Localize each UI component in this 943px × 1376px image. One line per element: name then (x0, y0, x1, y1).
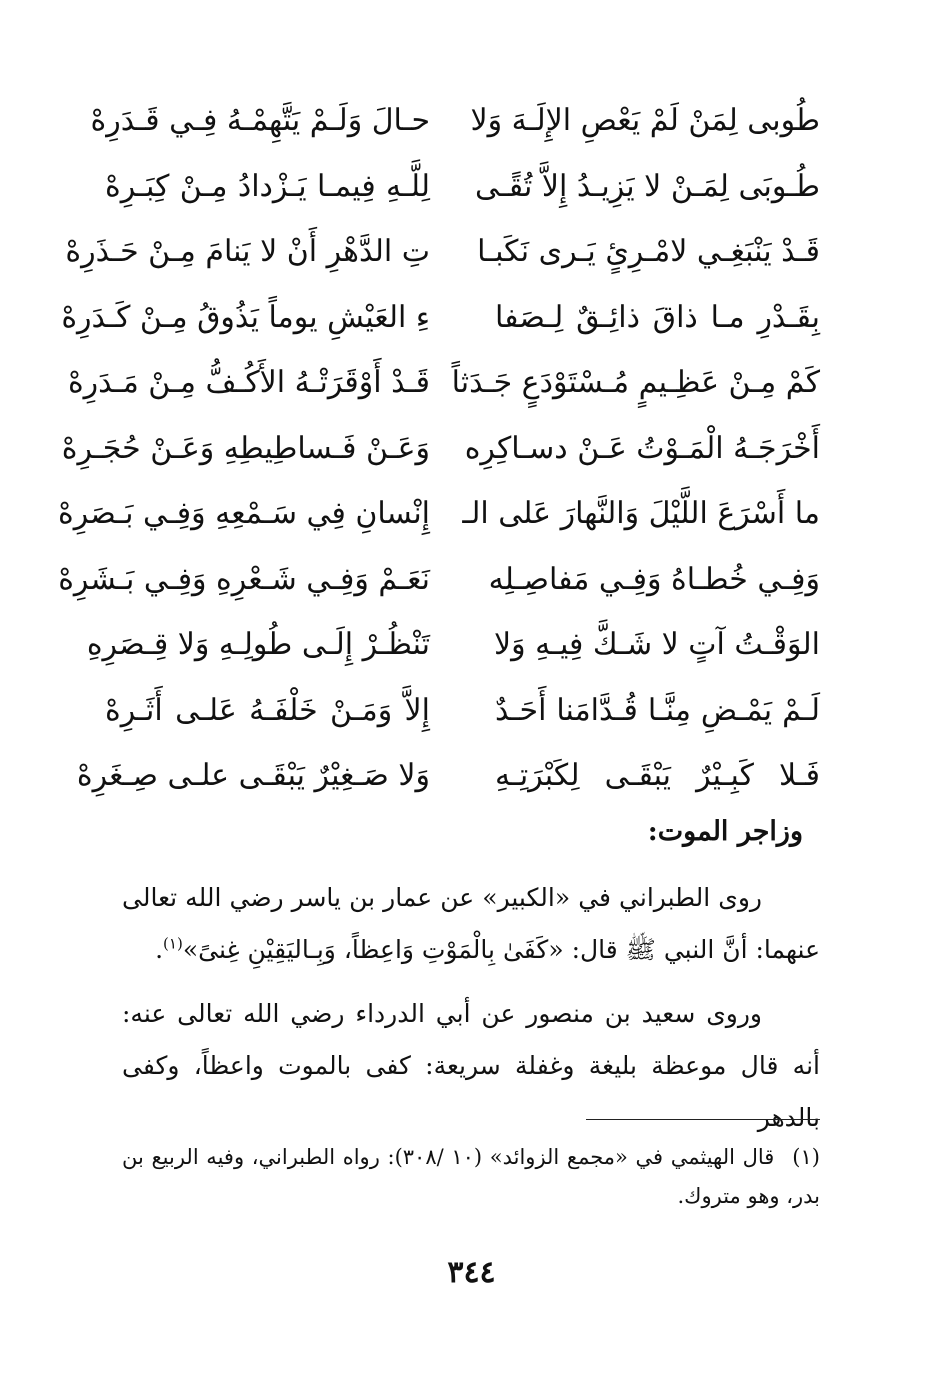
footnote-separator (586, 1119, 820, 1120)
verse-first-hemistich: فَـلا كَبِـيْرٌ يَبْقَـى لِكَبْرَتِـهِ (495, 758, 820, 793)
section-heading: وزاجر الموت: (647, 816, 803, 847)
paragraph-text: وروى سعيد بن منصور عن أبي الدرداء رضي الله تعالى عنه: أنه قال موعظة بليغة وغفلة سريعة: كفى بالموت واعظاً، وكفى بالدهر (122, 999, 820, 1132)
poem-verse (86, 619, 820, 685)
verse-first-hemistich: طُـوبَى لِمَـنْ لا يَزِيـدُ إِلاَّ تُقًـى (475, 168, 820, 204)
verse-second-hemistich: إِنْسانِ فِي سَـمْعِهِ وَفِـي بَـصَرِهْ (58, 496, 430, 531)
footnote (122, 1138, 820, 1216)
verse-first-hemistich: ما أَسْرَعَ اللَّيْلَ وَالنَّهارَ عَلى الـ (462, 496, 820, 531)
verse-second-hemistich: وَعَـنْ فَـساطِيطِهِ وَعَـنْ حُجَـرِهْ (61, 430, 430, 466)
verse-first-hemistich: لَـمْ يَمْـضِ مِنَّـا قُـدَّامَنا أَحَـدٌ (495, 692, 820, 728)
verse-first-hemistich: وَفِـي خُطـاهُ وَفِـي مَفاصِـلِه (488, 561, 820, 597)
verse-second-hemistich: قَـدْ أَوْقَرَتْـهُ الأَكُـفُّ مِـنْ مَـدَرِهْ (67, 365, 430, 400)
poem (58, 95, 820, 816)
verse-first-hemistich: قَـدْ يَنْبَغِـي لامْـرِئٍ يَـرى نَكَبـا (477, 234, 820, 269)
verse-first-hemistich: طُوبى لِمَنْ لَمْ يَعْصِ الإِلَـهَ وَلا (470, 103, 820, 138)
verse-first-hemistich: الوَقْـتُ آتٍ لا شَـكَّ فِيـهِ وَلا (493, 627, 820, 662)
verse-first-hemistich: كَمْ مِـنْ عَظِـيمٍ مُـسْتَوْدَعٍ جَـدَثاً (451, 365, 820, 400)
verse-first-hemistich: بِقَـدْرِ مـا ذاقَ ذائِـقٌ لِـصَفا (495, 299, 820, 335)
poem-verse (105, 685, 820, 751)
poem-verse (65, 226, 820, 292)
poem-verse (61, 292, 820, 358)
poem-verse (58, 488, 820, 554)
poem-verse (105, 161, 820, 227)
poem-verse (58, 554, 820, 620)
verse-second-hemistich: تَنْظُـرْ إِلَـى طُولِـهِ وَلا قِـصَرِهِ (86, 627, 430, 662)
verse-second-hemistich: حـالَ وَلَـمْ يَتَّهِمْـهُ فِـي قَـدَرِهْ (90, 103, 430, 138)
verse-second-hemistich: لِلَّـهِ فِيمـا يَـزْدادُ مِـنْ كِبَـرِهْ (105, 168, 430, 204)
poem-verse (90, 95, 820, 161)
body-paragraph (122, 872, 820, 976)
verse-second-hemistich: وَلا صَـغِيْرٌ يَبْقَـى علـى صِـغَرِهْ (76, 758, 430, 793)
verse-second-hemistich: نَعَـمْ وَفِـي شَـعْرِهِ وَفِـي بَـشَرِهْ (58, 561, 430, 597)
footnote-reference: (١) (163, 934, 183, 953)
poem-verse (61, 423, 820, 489)
poem-verse (76, 750, 820, 816)
verse-second-hemistich: تِ الدَّهْرِ أَنْ لا يَنامَ مِـنْ حَـذَرِهْ (65, 234, 430, 269)
paragraph-text: روى الطبراني في «الكبير» عن عمار بن ياسر رضي الله تعالى عنهما: أنَّ النبي ﷺ قال: «كَفَىٰ بِالْمَوْتِ وَاعِظاً، وَبِـاليَقِيْنِ غِنىً» (122, 883, 820, 964)
poem-verse (67, 357, 820, 423)
footnote-number: (١) (792, 1145, 820, 1169)
page-number: ٣٤٤ (447, 1255, 496, 1290)
verse-second-hemistich: إِلاَّ وَمَـنْ خَلْفَـهُ عَلـى أَثَـرِهْ (105, 692, 430, 728)
footnote-text: قال الهيثمي في «مجمع الزوائد» (١٠ /٣٠٨): رواه الطبراني، وفيه الربيع بن بدر، وهو متروك. (122, 1145, 820, 1208)
verse-second-hemistich: ءِ العَيْشِ يوماً يَذُوقُ مِـنْ كَـدَرِهْ (61, 299, 430, 335)
verse-first-hemistich: أَخْرَجَـهُ الْمَـوْتُ عَـنْ دسـاكِرِه (464, 430, 820, 466)
paragraph-end: . (155, 935, 164, 964)
body-paragraph (122, 988, 820, 1144)
